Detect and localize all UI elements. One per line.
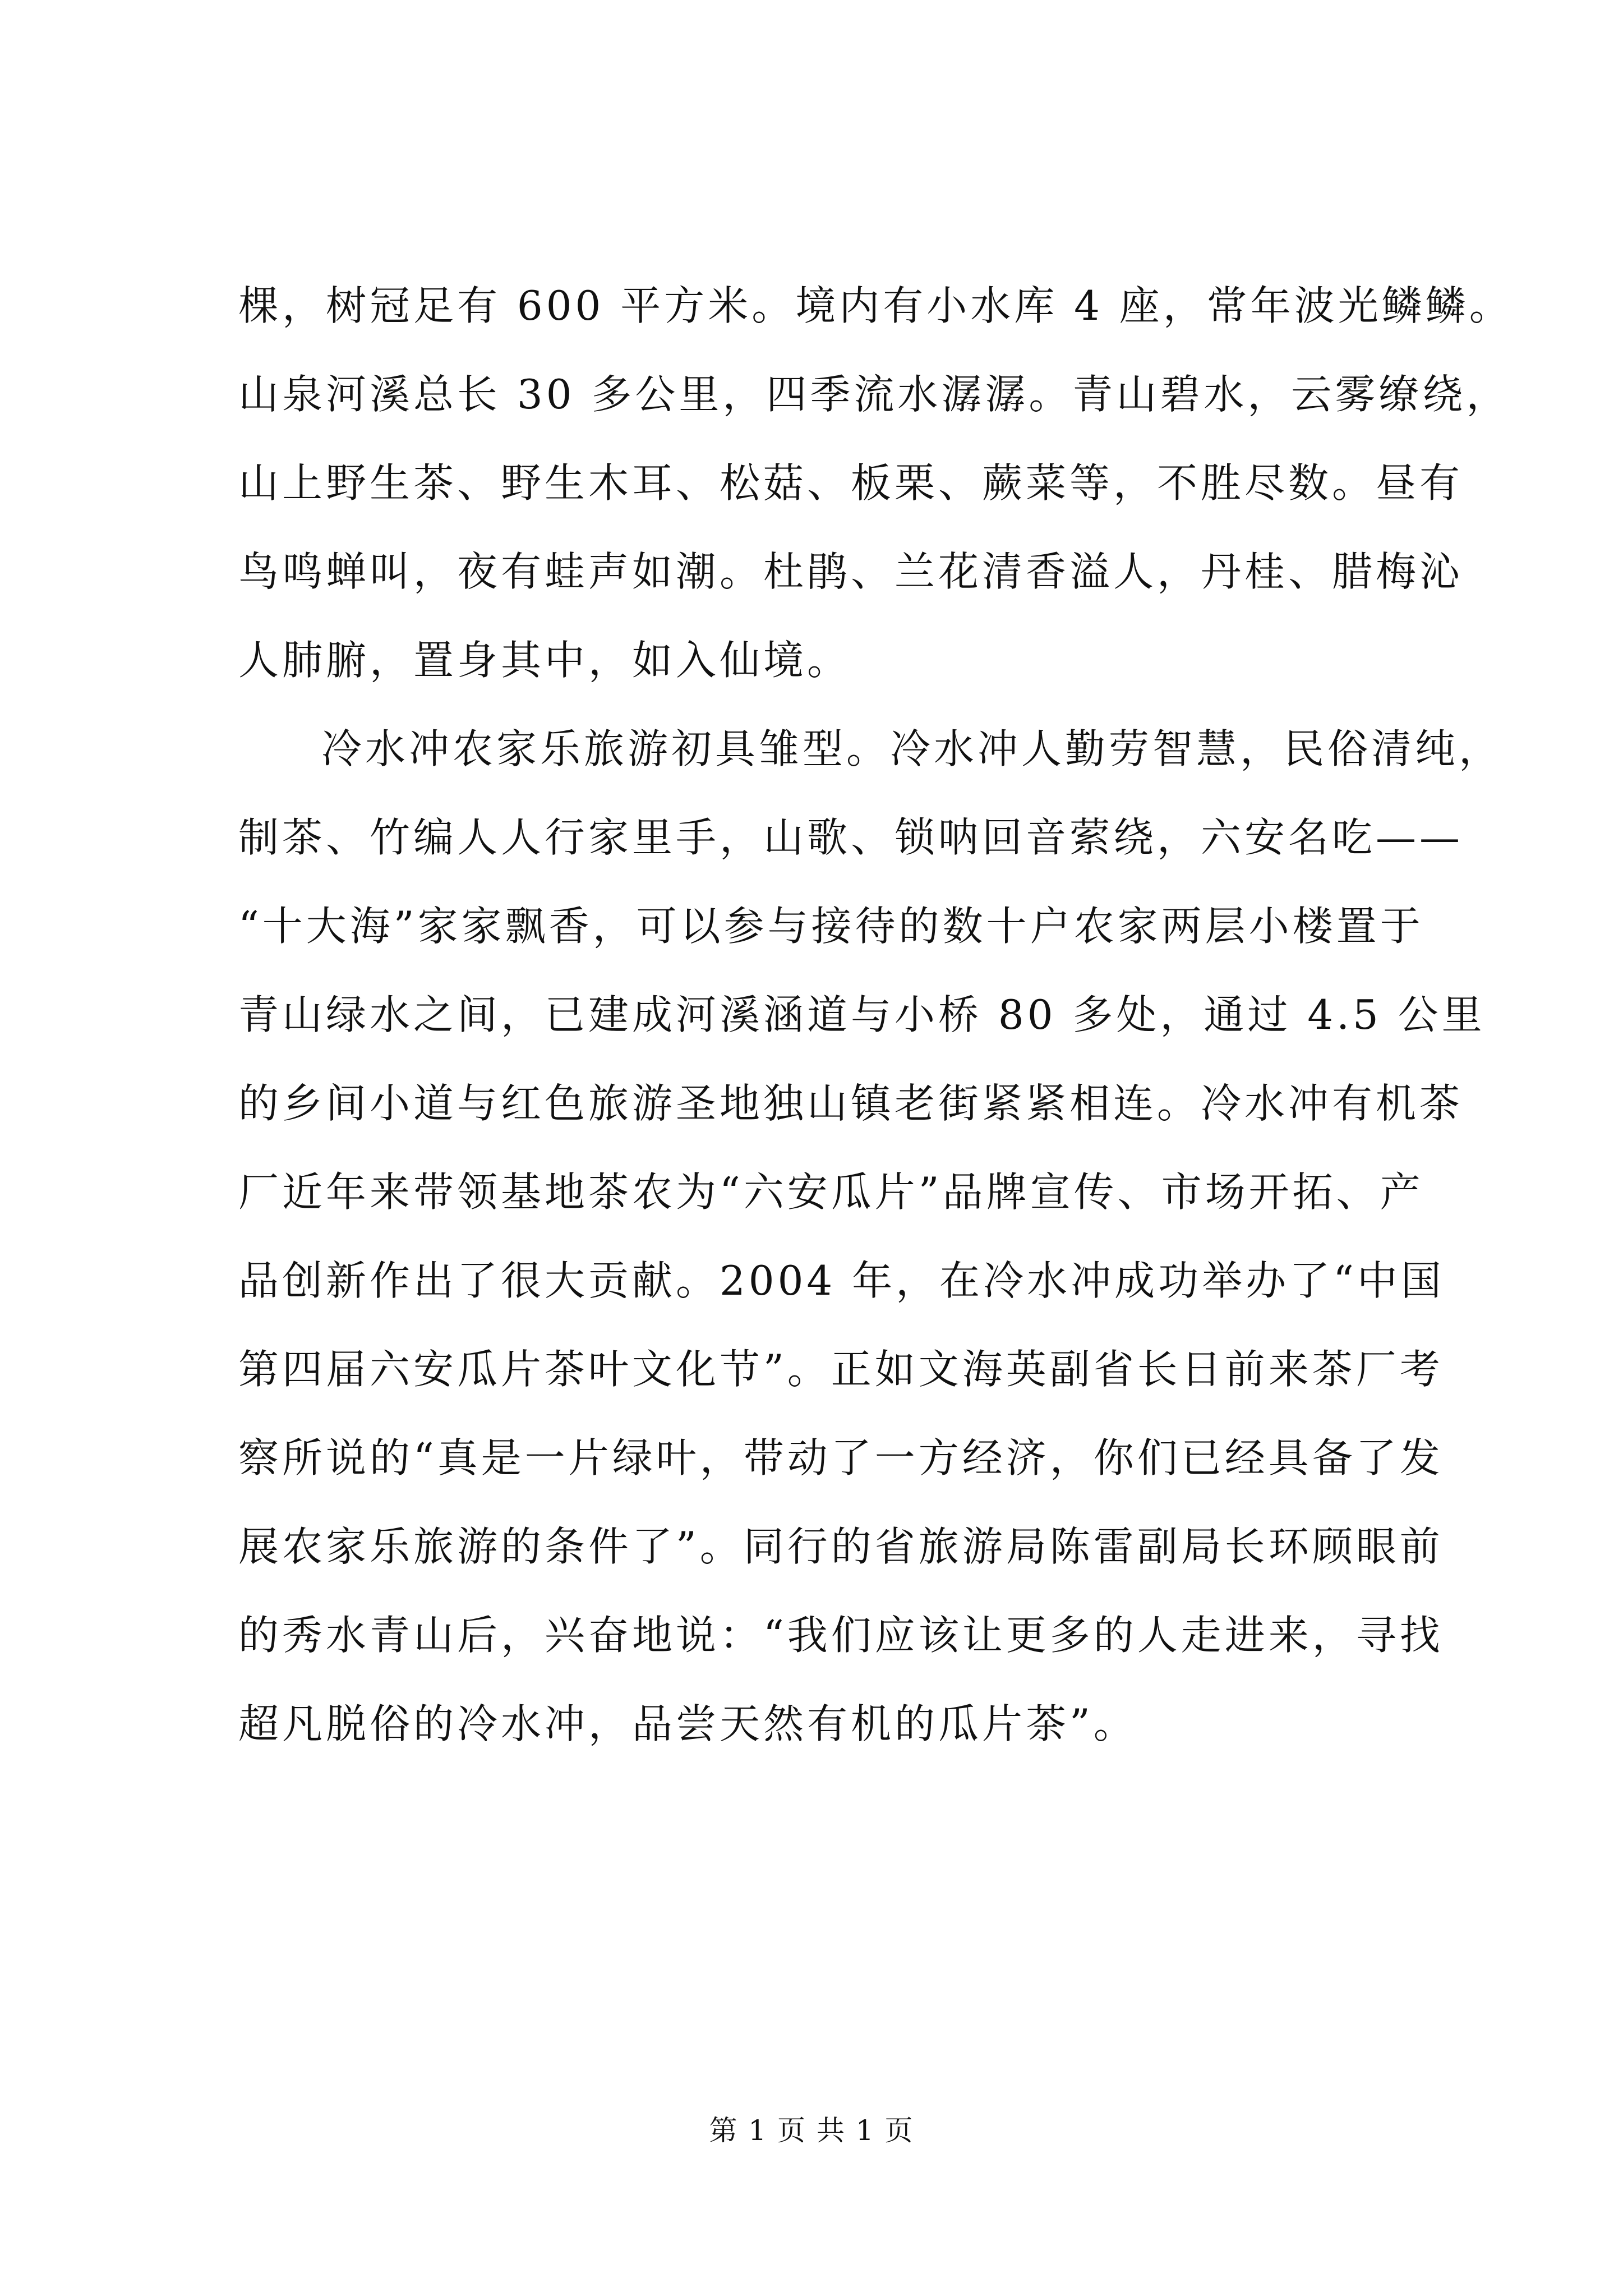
page-footer: 第 1 页 共 1 页 xyxy=(709,2114,914,2147)
text-line: 察所说的“真是一片绿叶，带动了一方经济，你们已经具备了发 xyxy=(238,1434,1444,1481)
body-text xyxy=(238,261,1513,1768)
text-line: “十大海”家家飘香，可以参与接待的数十户农家两层小楼置于 xyxy=(238,903,1424,950)
text-line: 品创新作出了很大贡献。2004 年，在冷水冲成功举办了“中国 xyxy=(238,1257,1445,1304)
text-line: 山泉河溪总长 30 多公里，四季流水潺潺。青山碧水，云雾缭绕， xyxy=(238,371,1510,418)
text-line: 制茶、竹编人人行家里手，山歌、锁呐回音萦绕，六安名吃—— xyxy=(238,814,1464,861)
text-line: 的秀水青山后，兴奋地说：“我们应该让更多的人走进来，寻找 xyxy=(238,1612,1444,1659)
text-line: 的乡间小道与红色旅游圣地独山镇老街紧紧相连。冷水冲有机茶 xyxy=(238,1080,1464,1127)
text-line: 人肺腑，置身其中，如入仙境。 xyxy=(238,637,851,684)
text-line: 山上野生茶、野生木耳、松菇、板栗、蕨菜等，不胜尽数。昼有 xyxy=(238,459,1464,507)
text-line: 鸟鸣蝉叫，夜有蛙声如潮。杜鹃、兰花清香溢人，丹桂、腊梅沁 xyxy=(238,548,1464,595)
text-line: 冷水冲农家乐旅游初具雏型。冷水冲人勤劳智慧，民俗清纯， xyxy=(321,725,1503,772)
text-line: 第四届六安瓜片茶叶文化节”。正如文海英副省长日前来茶厂考 xyxy=(238,1346,1444,1393)
text-line: 棵，树冠足有 600 平方米。境内有小水库 4 座，常年波光鳞鳞。 xyxy=(238,282,1513,329)
text-line: 青山绿水之间，已建成河溪涵道与小桥 80 多处，通过 4.5 公里 xyxy=(238,991,1486,1038)
text-line: 超凡脱俗的冷水冲，品尝天然有机的瓜片茶”。 xyxy=(238,1700,1137,1747)
text-line: 展农家乐旅游的条件了”。同行的省旅游局陈雷副局长环顾眼前 xyxy=(238,1523,1444,1570)
text-line: 厂近年来带领基地茶农为“六安瓜片”品牌宣传、市场开拓、产 xyxy=(238,1168,1424,1216)
